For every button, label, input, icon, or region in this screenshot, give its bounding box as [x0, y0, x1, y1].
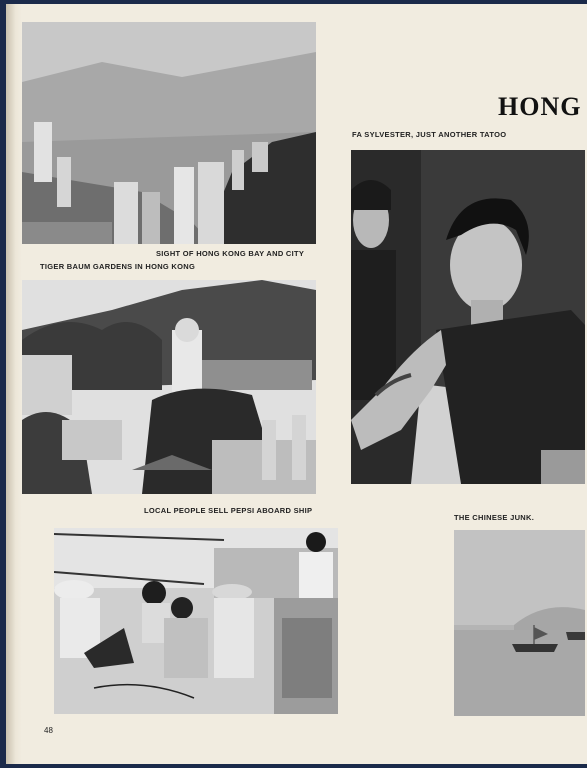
page-number: 48 — [44, 726, 53, 735]
garden-photo-caption: TIGER BAUM GARDENS IN HONG KONG — [40, 262, 196, 271]
sailor-tattoo-portrait-photo — [351, 150, 585, 484]
market-photo-caption: LOCAL PEOPLE SELL PEPSI ABOARD SHIP — [144, 506, 313, 515]
chinese-junk-photo — [454, 530, 585, 716]
bay-photo-caption: SIGHT OF HONG KONG BAY AND CITY — [156, 249, 305, 258]
junk-photo-caption: THE CHINESE JUNK. — [454, 513, 535, 522]
page-title: HONG — [498, 92, 582, 121]
pepsi-vendors-photo — [54, 528, 338, 714]
tiger-baum-gardens-photo — [22, 280, 316, 494]
page-binding — [6, 4, 22, 764]
portrait-photo-caption: FA SYLVESTER, JUST ANOTHER TATOO — [352, 130, 507, 139]
yearbook-page — [6, 4, 587, 764]
hong-kong-bay-photo — [22, 22, 316, 244]
